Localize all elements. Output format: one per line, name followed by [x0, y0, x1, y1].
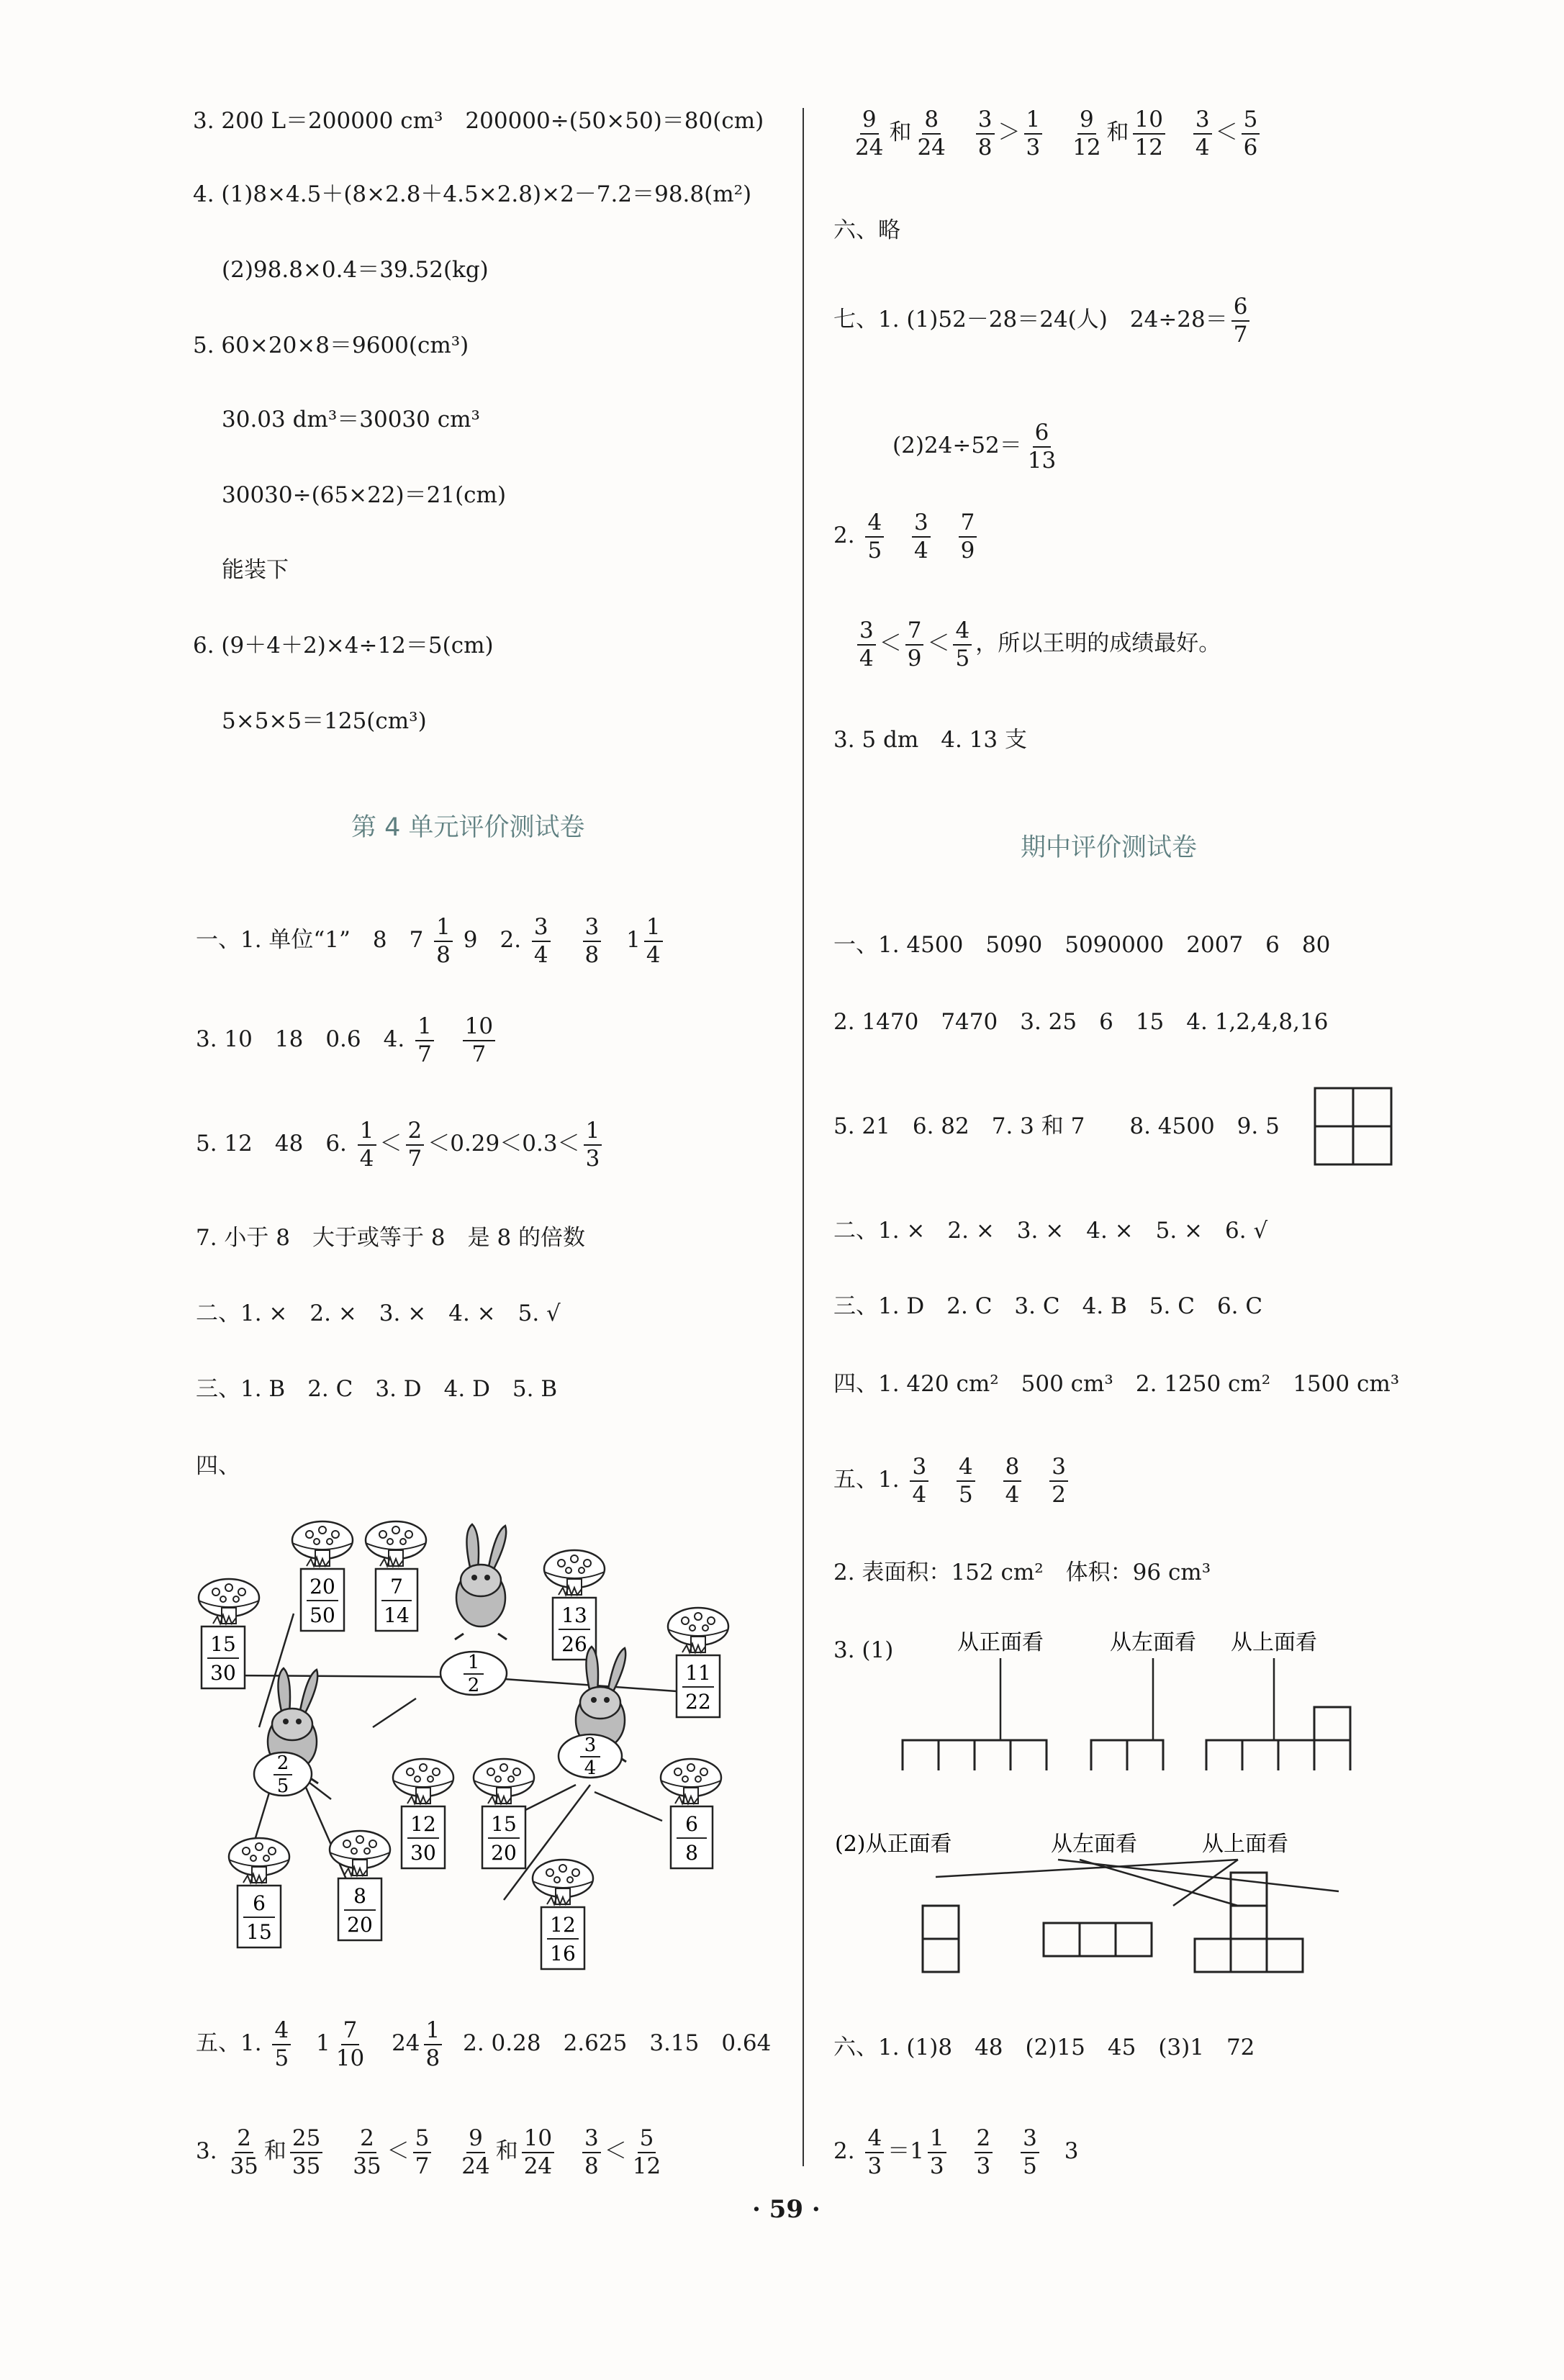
- svg-text:20: 20: [347, 1913, 373, 1937]
- answer-line: 5. 21 6. 82 7. 3 和 7 8. 4500 9. 5: [833, 1113, 1280, 1139]
- answer-line: 一、1. 4500 5090 5090000 2007 6 80: [833, 932, 1331, 958]
- grid-answer-square: [1314, 1087, 1393, 1166]
- fraction: $\frac{1}{3}$: [928, 2127, 946, 2178]
- fraction: $\frac{4}{3}$: [865, 2127, 884, 2178]
- three-views-diagram-1: [892, 1626, 1439, 1770]
- three-views-diagram-2: [835, 1827, 1461, 1985]
- fraction: $\frac{4}{5}$: [957, 1455, 975, 1506]
- answer-line: 5×5×5＝125(cm³): [222, 708, 427, 734]
- svg-text:6: 6: [253, 1891, 266, 1915]
- svg-text:20: 20: [309, 1575, 335, 1598]
- answer-line: 三、1. D 2. C 3. C 4. B 5. C 6. C: [833, 1293, 1263, 1319]
- answer-line: 6. (9＋4＋2)×4÷12＝5(cm): [193, 633, 494, 659]
- answer-line: 能装下: [222, 557, 289, 583]
- fraction: $\frac{1}{7}$: [415, 1015, 434, 1066]
- answer-line: 六、1. (1)8 48 (2)15 45 (3)1 72: [833, 2035, 1255, 2060]
- svg-text:8: 8: [685, 1841, 698, 1865]
- answer-line: $\frac{9}{24}$ 和 $\frac{8}{24}$ $\frac{3}{8}$ ＞ $\frac{1}{3}$ $\frac{9}{12}$ 和 $\frac{10}{12}$ $\frac{3}{4}$ ＜ $\frac{5}{6}$: [849, 108, 1263, 159]
- answer-line: 5. 60×20×8＝9600(cm³): [193, 332, 469, 358]
- svg-text:6: 6: [685, 1812, 698, 1836]
- answer-line: 5. 12 48 6. $\frac{1}{4}$ ＜ $\frac{2}{7}$ ＜0.29＜0.3＜ $\frac{1}{3}$: [196, 1119, 605, 1170]
- fraction: $\frac{10}{12}$: [1133, 108, 1165, 159]
- fraction: $\frac{8}{4}$: [1003, 1455, 1022, 1506]
- svg-text:14: 14: [384, 1603, 410, 1627]
- fraction: $\frac{8}{24}$: [917, 107, 946, 160]
- svg-text:从上面看: 从上面看: [1231, 1630, 1317, 1655]
- fraction: $\frac{1}{4}$: [644, 915, 663, 967]
- fraction: $\frac{3}{4}$: [1193, 108, 1212, 159]
- fraction: $\frac{9}{12}$: [1072, 107, 1101, 160]
- fraction: $\frac{1}{4}$: [358, 1119, 376, 1170]
- svg-text:22: 22: [685, 1690, 711, 1714]
- answer-line: 四、: [196, 1453, 240, 1479]
- svg-text:8: 8: [353, 1884, 366, 1908]
- svg-text:2: 2: [467, 1675, 480, 1696]
- fraction: $\frac{9}{24}$: [855, 107, 884, 160]
- answer-line: 3. $\frac{2}{35}$ 和 $\frac{25}{35}$ $\frac{2}{35}$ ＜ $\frac{5}{7}$ $\frac{9}{24}$ 和 $\frac{10}{24}$ $\frac{3}{8}$ ＜ $\frac{5}{12}$: [196, 2127, 666, 2178]
- svg-text:(2)从正面看: (2)从正面看: [835, 1832, 952, 1857]
- fraction: $\frac{4}{5}$: [865, 511, 884, 562]
- svg-text:5: 5: [276, 1775, 289, 1797]
- answer-line: $\frac{3}{4}$ ＜ $\frac{7}{9}$ ＜ $\frac{4}{5}$ ，所以王明的成绩最好。: [854, 619, 1221, 670]
- fraction-denominator: 30: [210, 1661, 236, 1685]
- fraction: $\frac{9}{24}$: [461, 2125, 490, 2179]
- fraction: $\frac{6}{7}$: [1231, 295, 1250, 346]
- svg-text:50: 50: [309, 1603, 335, 1627]
- fraction: $\frac{5}{7}$: [413, 2127, 432, 2178]
- answer-line: 2. $\frac{4}{5}$ $\frac{3}{4}$ $\frac{7}{9}$: [833, 511, 980, 562]
- fraction: $\frac{3}{4}$: [857, 619, 876, 670]
- fraction: $\frac{3}{4}$: [532, 915, 551, 967]
- fraction: $\frac{2}{35}$: [230, 2125, 258, 2179]
- section-heading: 第 4 单元评价测试卷: [351, 813, 585, 842]
- fraction: $\frac{3}{8}$: [583, 915, 602, 967]
- svg-text:15: 15: [246, 1920, 272, 1944]
- answer-line: 3. 10 18 0.6 4. $\frac{1}{7}$ $\frac{10}{7}$: [196, 1015, 499, 1066]
- fraction: $\frac{10}{24}$: [522, 2127, 554, 2178]
- answer-line: 2. 1470 7470 3. 25 6 15 4. 1,2,4,8,16: [833, 1009, 1329, 1035]
- fraction: $\frac{10}{7}$: [463, 1015, 495, 1066]
- section-heading: 期中评价测试卷: [1021, 833, 1198, 862]
- svg-text:从左面看: 从左面看: [1051, 1832, 1137, 1857]
- svg-text:13: 13: [561, 1603, 587, 1627]
- fraction: $\frac{5}{6}$: [1242, 108, 1260, 159]
- answer-line: 一、1. 单位“1” 8 7 $\frac{1}{8}$ 9 2. $\frac{3}{4}$ $\frac{3}{8}$ 1 $\frac{1}{4}$: [196, 915, 666, 967]
- svg-text:26: 26: [561, 1632, 587, 1656]
- svg-text:1: 1: [467, 1652, 480, 1673]
- fraction: $\frac{3}{5}$: [1021, 2127, 1039, 2178]
- answer-line: (2)24÷52＝ $\frac{6}{13}$: [892, 421, 1062, 472]
- svg-text:16: 16: [550, 1942, 576, 1965]
- answer-line: 7. 小于 8 大于或等于 8 是 8 的倍数: [196, 1225, 586, 1251]
- fraction: $\frac{3}{8}$: [976, 108, 995, 159]
- svg-text:2: 2: [276, 1752, 289, 1774]
- fraction: $\frac{2}{35}$: [353, 2125, 381, 2179]
- column-divider: [803, 108, 804, 2166]
- answer-line: 四、1. 420 cm² 500 cm³ 2. 1250 cm² 1500 cm³: [833, 1371, 1400, 1397]
- answer-line: 2. 表面积：152 cm² 体积：96 cm³: [833, 1560, 1211, 1585]
- answer-line: 4. (1)8×4.5＋(8×2.8＋4.5×2.8)×2－7.2＝98.8(m²): [193, 181, 752, 207]
- answer-line: 五、1. $\frac{3}{4}$ $\frac{4}{5}$ $\frac{8}{4}$ $\frac{3}{2}$: [833, 1455, 1072, 1506]
- fraction: $\frac{7}{9}$: [905, 619, 924, 670]
- fraction: $\frac{1}{3}$: [584, 1119, 602, 1170]
- svg-text:从正面看: 从正面看: [957, 1630, 1044, 1655]
- fraction: $\frac{4}{5}$: [953, 619, 972, 670]
- svg-text:从上面看: 从上面看: [1202, 1832, 1288, 1857]
- answer-line: 六、略: [833, 217, 900, 243]
- svg-text:30: 30: [410, 1841, 436, 1865]
- answer-line: 五、1. $\frac{4}{5}$ 1 $\frac{7}{10}$ 24 $\frac{1}{8}$ 2. 0.28 2.625 3.15 0.64: [196, 2017, 772, 2071]
- mushroom-matching-diagram: [187, 1519, 763, 1979]
- fraction: $\frac{2}{3}$: [975, 2127, 993, 2178]
- answer-line: 30030÷(65×22)＝21(cm): [222, 482, 507, 508]
- svg-text:4: 4: [584, 1757, 597, 1779]
- answer-line: 七、1. (1)52－28＝24(人) 24÷28＝ $\frac{6}{7}$: [833, 295, 1253, 346]
- fraction-numerator: 15: [210, 1632, 236, 1656]
- answer-line: 3. (1): [833, 1637, 894, 1663]
- fraction: $\frac{1}{8}$: [434, 915, 453, 967]
- answer-line: 3. 200 L＝200000 cm³ 200000÷(50×50)＝80(cm): [193, 108, 764, 134]
- svg-text:12: 12: [550, 1913, 576, 1937]
- fraction: $\frac{3}{4}$: [912, 511, 931, 562]
- fraction: $\frac{4}{5}$: [272, 2019, 291, 2070]
- svg-text:从左面看: 从左面看: [1110, 1630, 1196, 1655]
- fraction: $\frac{3}{2}$: [1049, 1455, 1068, 1506]
- fraction: $\frac{25}{35}$: [290, 2127, 322, 2178]
- svg-text:3: 3: [584, 1734, 597, 1756]
- fraction: $\frac{2}{7}$: [406, 1119, 425, 1170]
- svg-text:11: 11: [685, 1661, 711, 1685]
- svg-text:7: 7: [390, 1575, 403, 1598]
- svg-text:12: 12: [410, 1812, 436, 1836]
- answer-line: 3. 5 dm 4. 13 支: [833, 727, 1027, 753]
- fraction: $\frac{1}{3}$: [1024, 108, 1043, 159]
- fraction: $\frac{7}{9}$: [959, 511, 977, 562]
- answer-line: 30.03 dm³＝30030 cm³: [222, 407, 480, 433]
- answer-line: (2)98.8×0.4＝39.52(kg): [222, 257, 489, 283]
- fraction: $\frac{3}{4}$: [910, 1455, 928, 1506]
- fraction: $\frac{5}{12}$: [632, 2125, 661, 2179]
- svg-text:15: 15: [491, 1812, 517, 1836]
- answer-line: 二、1. × 2. × 3. × 4. × 5. √: [196, 1300, 561, 1326]
- fraction: $\frac{6}{13}$: [1027, 420, 1057, 474]
- answer-line: 二、1. × 2. × 3. × 4. × 5. × 6. √: [833, 1218, 1268, 1244]
- fraction: $\frac{7}{10}$: [335, 2017, 365, 2071]
- page-number: · 59 ·: [752, 2195, 821, 2224]
- fraction: $\frac{1}{8}$: [424, 2019, 443, 2070]
- fraction: $\frac{3}{8}$: [582, 2127, 601, 2178]
- answer-line: 三、1. B 2. C 3. D 4. D 5. B: [196, 1376, 558, 1402]
- svg-text:20: 20: [491, 1841, 517, 1865]
- answer-line: 2. $\frac{4}{3}$ ＝1 $\frac{1}{3}$ $\frac{2}{3}$ $\frac{3}{5}$ 3: [833, 2125, 1079, 2179]
